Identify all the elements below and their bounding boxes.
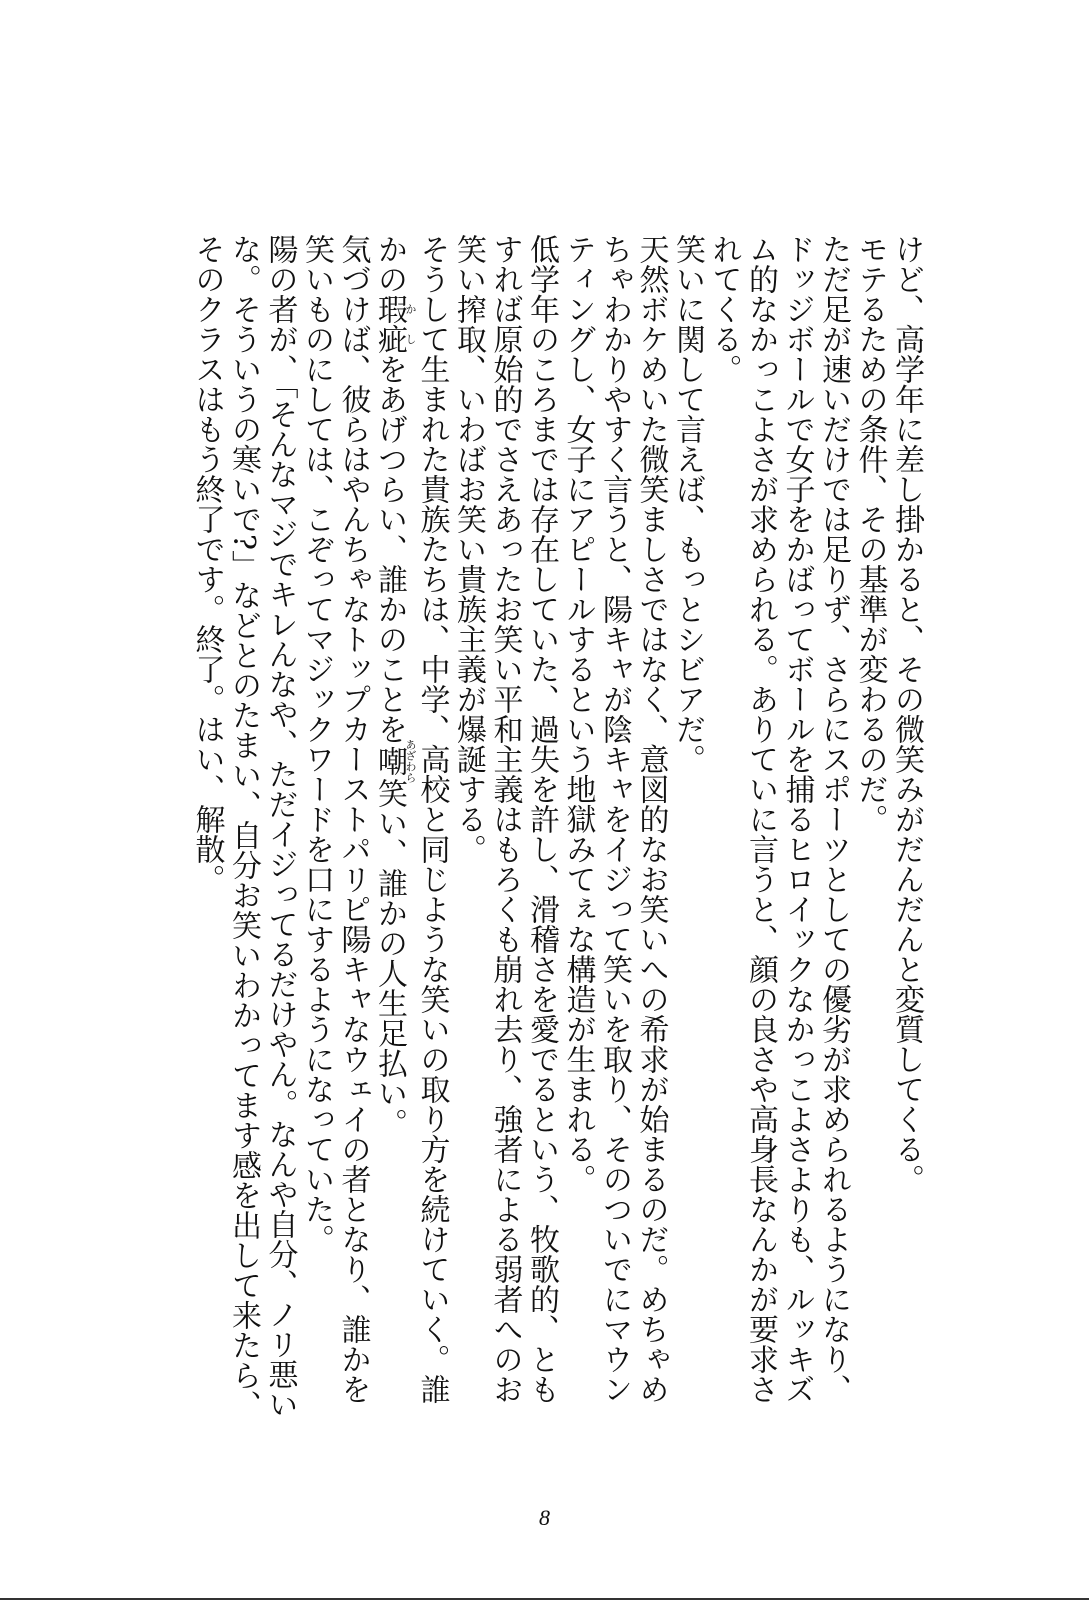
- paragraph-with-ruby: [371, 234, 450, 1424]
- paragraph: 天然ボケめいた微笑ましさではなく、意図的なお笑いへの希求が始まるのだ。めちゃめちゃわかりやすく言うと、陽キャが陰キャをイジって笑いを取り、そのついでにマウンティングし、女子にアピールするという地獄みてぇな構造が生まれる。: [560, 234, 669, 1404]
- page-number: 8: [539, 1505, 550, 1530]
- ruby-word: 瑕疵かし: [372, 294, 417, 354]
- body-text: [144, 234, 924, 1424]
- paragraph: 笑いに関して言えば、もっとシビアだ。: [670, 234, 705, 774]
- paragraph: けど、高学年に差し掛かると、その微笑みがだんだんと変質してくる。: [889, 234, 924, 1194]
- text-span: 笑い、誰かの人生足払い。: [372, 778, 407, 1138]
- ruby-reading: かし: [404, 294, 417, 354]
- paragraph: 低学年のころまでは存在していた、過失を許し、滑稽さを愛でるという、牧歌的、ともすれば原始的でさえあったお笑い平和主義はもろくも崩れ去り、強者による弱者へのお笑い搾取、いわばお笑い貴族主義が爆誕する。: [451, 234, 559, 1404]
- text-span: そうして生まれた貴族たちは、中学、高校と同じような笑いの取り方を続けていく。誰かの: [372, 234, 450, 1404]
- ruby-reading: あざわら: [404, 739, 417, 783]
- ruby-word: 嘲あざわら: [372, 739, 417, 783]
- paragraph: 陽の者が、「そんなマジでキレんなや、ただイジってるだけやん。なんや自分、ノリ悪いな。そういうの寒いで?」などとのたまい、自分お笑いわかってます感を出して来たら、そのクラスはもう終了です。終了。はい、解散。: [189, 234, 298, 1421]
- paragraph: ただ足が速いだけでは足りず、さらにスポーツとしての優劣が求められるようになり、ドッジボールで女子をかばってボールを捕るヒロイックなかっこよさよりも、ルッキズム的なかっこよさが求められる。ありていに言うと、顔の良さや高身長なんかが要求されてくる。: [706, 234, 851, 1404]
- paragraph: モテるための条件、その基準が変わるのだ。: [852, 234, 888, 834]
- paragraph: 気づけば、彼らはやんちゃなトップカーストパリピ陽キャなウェイの者となり、誰かを笑いものにしては、こぞってマジックワードを口にするようになっていた。: [299, 234, 371, 1404]
- text-span: をあげつらい、誰かのことを: [372, 354, 407, 744]
